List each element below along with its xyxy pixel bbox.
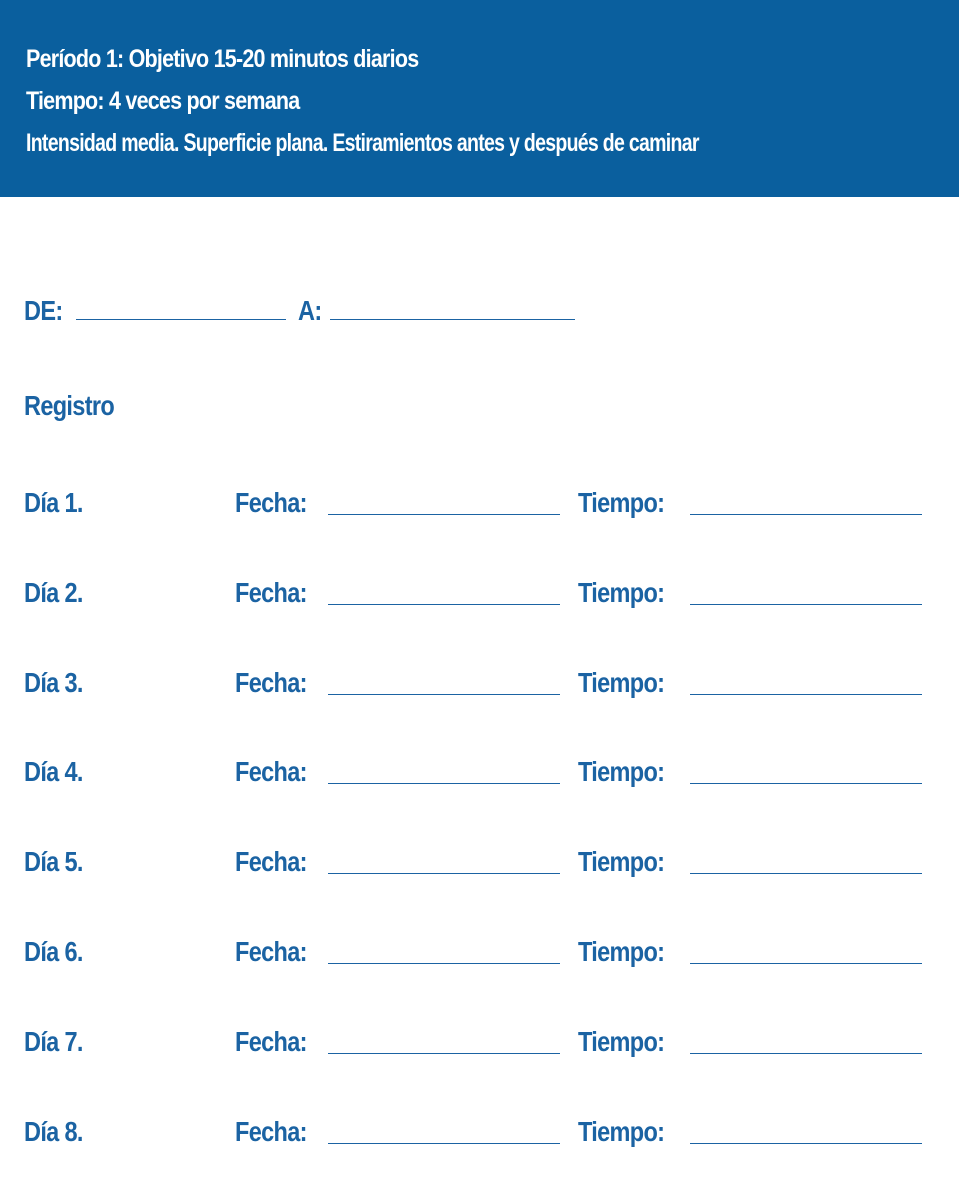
time-field[interactable] <box>690 694 922 695</box>
date-field[interactable] <box>328 783 560 784</box>
day-label: Día 8. <box>24 1116 83 1147</box>
date-label: Fecha: <box>235 846 307 877</box>
time-field[interactable] <box>690 783 922 784</box>
time-label: Tiempo: <box>578 577 665 608</box>
time-field[interactable] <box>690 1053 922 1054</box>
from-label: DE: <box>24 295 63 326</box>
header-banner <box>0 0 959 197</box>
log-title: Registro <box>24 390 115 421</box>
time-field[interactable] <box>690 873 922 874</box>
date-label: Fecha: <box>235 756 307 787</box>
date-field[interactable] <box>328 1053 560 1054</box>
date-field[interactable] <box>328 514 560 515</box>
date-label: Fecha: <box>235 936 307 967</box>
day-label: Día 1. <box>24 487 83 518</box>
date-label: Fecha: <box>235 577 307 608</box>
header-instructions: Intensidad media. Superficie plana. Estiramientos antes y después de caminar <box>26 129 699 157</box>
date-field[interactable] <box>328 1143 560 1144</box>
time-label: Tiempo: <box>578 487 665 518</box>
date-field[interactable] <box>328 873 560 874</box>
time-label: Tiempo: <box>578 1116 665 1147</box>
time-label: Tiempo: <box>578 1026 665 1057</box>
time-label: Tiempo: <box>578 667 665 698</box>
date-field[interactable] <box>328 963 560 964</box>
day-label: Día 7. <box>24 1026 83 1057</box>
time-field[interactable] <box>690 963 922 964</box>
date-label: Fecha: <box>235 1116 307 1147</box>
day-label: Día 6. <box>24 936 83 967</box>
date-field[interactable] <box>328 604 560 605</box>
time-label: Tiempo: <box>578 846 665 877</box>
header-frequency: Tiempo: 4 veces por semana <box>26 87 300 115</box>
time-label: Tiempo: <box>578 756 665 787</box>
date-field[interactable] <box>328 694 560 695</box>
day-label: Día 4. <box>24 756 83 787</box>
day-label: Día 5. <box>24 846 83 877</box>
time-label: Tiempo: <box>578 936 665 967</box>
header-goal: Período 1: Objetivo 15-20 minutos diarios <box>26 45 419 73</box>
from-field[interactable] <box>76 319 286 320</box>
time-field[interactable] <box>690 604 922 605</box>
time-field[interactable] <box>690 514 922 515</box>
date-label: Fecha: <box>235 667 307 698</box>
time-field[interactable] <box>690 1143 922 1144</box>
to-field[interactable] <box>330 319 575 320</box>
day-label: Día 2. <box>24 577 83 608</box>
day-label: Día 3. <box>24 667 83 698</box>
date-label: Fecha: <box>235 1026 307 1057</box>
date-label: Fecha: <box>235 487 307 518</box>
to-label: A: <box>298 295 322 326</box>
